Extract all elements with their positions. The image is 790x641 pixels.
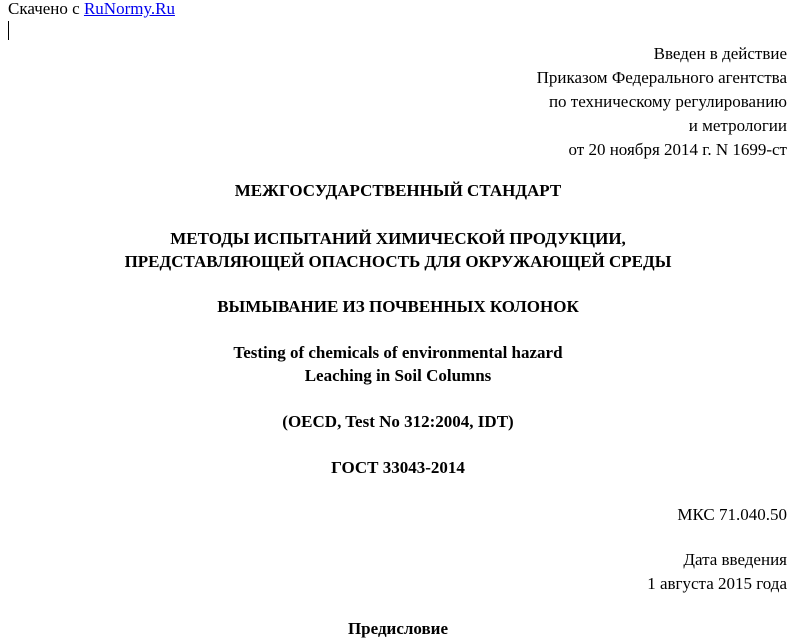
standard-designation: ГОСТ 33043-2014 bbox=[331, 458, 465, 477]
english-title-line: Leaching in Soil Columns bbox=[304, 366, 492, 385]
source-line bbox=[8, 0, 175, 20]
effective-date-block bbox=[647, 548, 787, 596]
section-heading: Предисловие bbox=[347, 619, 449, 638]
title-line: ПРЕДСТАВЛЯЮЩЕЙ ОПАСНОСТЬ ДЛЯ ОКРУЖАЮЩЕЙ СРЕДЫ bbox=[124, 252, 672, 271]
text-cursor bbox=[8, 21, 9, 40]
reference-line: (OECD, Test No 312:2004, IDT) bbox=[282, 412, 514, 431]
standard-type: МЕЖГОСУДАРСТВЕННЫЙ СТАНДАРТ bbox=[234, 181, 562, 200]
document-subtitle: ВЫМЫВАНИЕ ИЗ ПОЧВЕННЫХ КОЛОНОК bbox=[217, 297, 579, 316]
classification-code: МКС 71.040.50 bbox=[677, 505, 787, 524]
introduction-line: по техническому регулированию bbox=[548, 92, 787, 111]
introduction-block bbox=[537, 42, 787, 162]
introduction-line: и метрологии bbox=[688, 116, 787, 135]
introduction-line: Введен в действие bbox=[653, 44, 787, 63]
introduction-line: от 20 ноября 2014 г. N 1699-ст bbox=[568, 140, 787, 159]
title-line: МЕТОДЫ ИСПЫТАНИЙ ХИМИЧЕСКОЙ ПРОДУКЦИИ, bbox=[170, 229, 626, 248]
effective-date: 1 августа 2015 года bbox=[647, 574, 787, 593]
source-prefix: Скачено с bbox=[8, 0, 84, 18]
introduction-line: Приказом Федерального агентства bbox=[536, 68, 787, 87]
effective-date-label: Дата введения bbox=[683, 550, 787, 569]
english-title-line: Testing of chemicals of environmental hazard bbox=[233, 343, 563, 362]
source-link[interactable]: RuNormy.Ru bbox=[83, 0, 175, 18]
